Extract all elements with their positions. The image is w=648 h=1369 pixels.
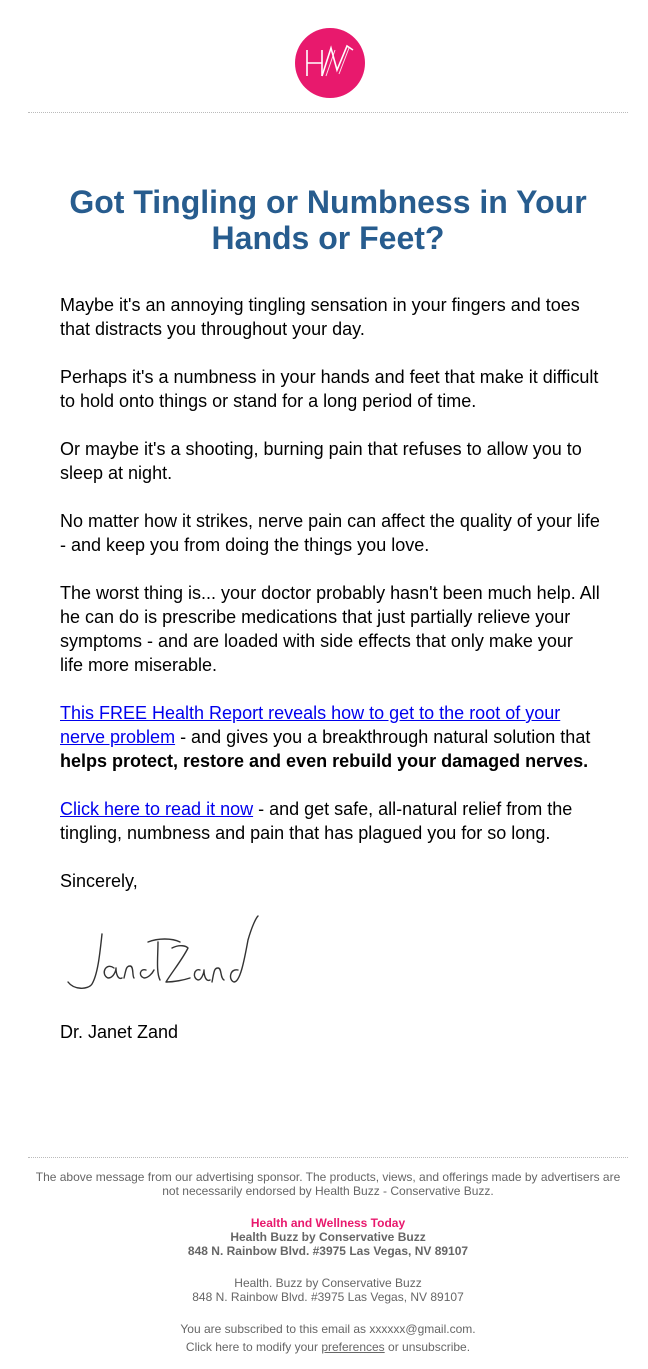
header-divider [28, 112, 628, 113]
sponsor-disclaimer: The above message from our advertising sponsor. The products, views, and offerings made by advertisers are not necessarily endorsed by Health Buzz - Conservative Buzz. [35, 1170, 621, 1198]
hw-logo-icon [295, 28, 365, 98]
paragraph-5: The worst thing is... your doctor probably hasn't been much help. All he can do is prescribe medications that just partially relieve your symptoms - and are loaded with side effects that only make your life more miserable. [60, 583, 600, 675]
paragraph-3: Or maybe it's a shooting, burning pain that refuses to allow you to sleep at night. [60, 439, 582, 483]
signer-name: Dr. Janet Zand [60, 1022, 179, 1042]
paragraph-1: Maybe it's an annoying tingling sensation in your fingers and toes that distracts you throughout your day. [60, 295, 580, 339]
paragraph-6-bold: helps protect, restore and even rebuild your damaged nerves. [60, 751, 589, 771]
email-body [60, 293, 600, 917]
company-address-secondary: 848 N. Rainbow Blvd. #3975 Las Vegas, NV 89107 [192, 1290, 464, 1304]
paragraph-6-text: - and gives you a breakthrough natural solution that [175, 727, 591, 747]
handwritten-signature [62, 912, 262, 1002]
company-name-secondary: Health. Buzz by Conservative Buzz [234, 1276, 422, 1290]
paragraph-7-text: - and get safe, all-natural relief from the tingling, numbness and pain that has plagued you for so long. [60, 799, 573, 843]
subscription-notice: You are subscribed to this email as xxxxxx@gmail.com. [180, 1322, 476, 1336]
paragraph-6 [60, 701, 600, 773]
paragraph-4: No matter how it strikes, nerve pain can affect the quality of your life - and keep you from doing the things you love. [60, 511, 600, 555]
unsubscribe-text[interactable]: or unsubscribe. [384, 1340, 471, 1354]
health-report-link[interactable]: This FREE Health Report reveals how to get to the root of your nerve problem [60, 703, 561, 747]
email-footer [28, 1170, 628, 1354]
preferences-link[interactable]: preferences [321, 1340, 385, 1354]
read-now-link[interactable]: Click here to read it now [60, 799, 254, 819]
paragraph-7 [60, 797, 600, 845]
footer-divider [28, 1157, 628, 1158]
headline: Got Tingling or Numbness in Your Hands or Feet? [69, 184, 587, 256]
preferences-prefix: Click here to modify your [185, 1340, 322, 1354]
brand-logo[interactable] [295, 28, 365, 98]
email-header [0, 0, 648, 113]
sponsor-name: Health and Wellness Today [250, 1216, 406, 1230]
company-name: Health Buzz by Conservative Buzz [230, 1230, 426, 1244]
company-address: 848 N. Rainbow Blvd. #3975 Las Vegas, NV 89107 [187, 1244, 469, 1258]
paragraph-2: Perhaps it's a numbness in your hands and feet that make it difficult to hold onto things or stand for a long period of time. [60, 367, 599, 411]
closing: Sincerely, [60, 871, 138, 891]
preferences-line [28, 1340, 628, 1354]
